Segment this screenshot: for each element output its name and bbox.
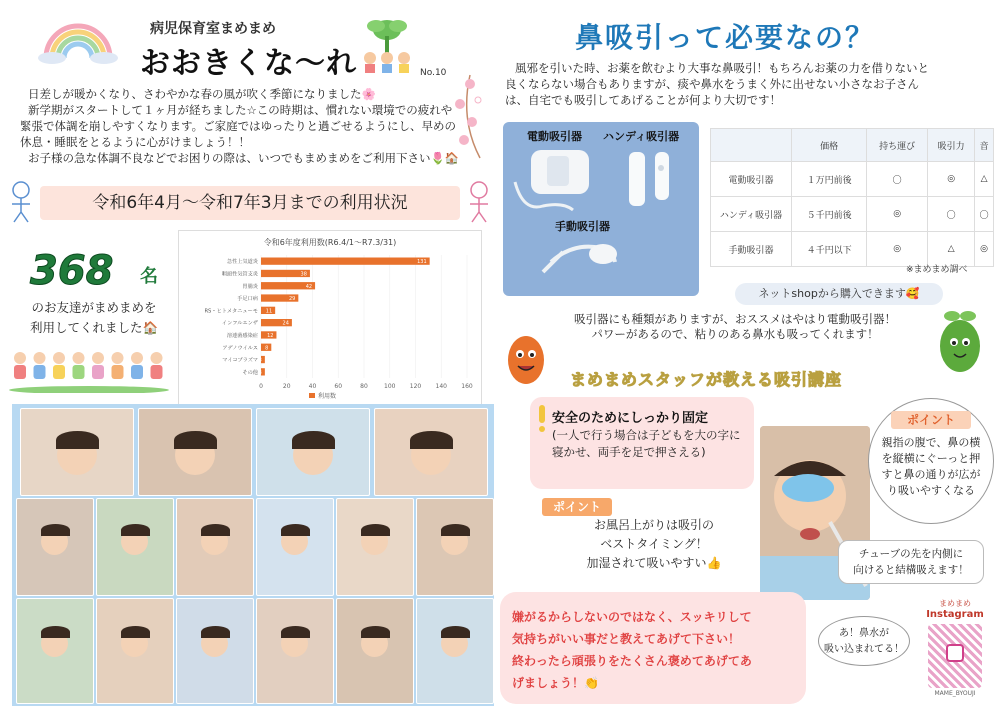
kid-head: [151, 352, 163, 364]
nasal-suction-title: 鼻吸引って必要なの？: [575, 21, 876, 54]
kid-head: [131, 352, 143, 364]
bean-mascot-green: [930, 306, 990, 376]
category-label: 咽頭性気管支炎: [221, 271, 258, 278]
bath-timing-text: [554, 516, 754, 573]
photo-collage: [12, 404, 494, 706]
child-hair: [361, 524, 390, 536]
table-cell: 〇: [867, 162, 928, 197]
legend-swatch: [309, 393, 315, 398]
tube-line: チューブの先を内側に: [858, 548, 964, 560]
ah-line: 吸い込まれてる！: [824, 644, 904, 655]
electric-device-label: 電動吸引器: [527, 130, 582, 143]
net-shop-note: ネットshopから購入できます🥰: [735, 283, 943, 305]
x-tick-label: 80: [360, 383, 368, 390]
data-label: 38: [300, 271, 307, 278]
usage-count: 368: [30, 248, 114, 294]
kid-body: [112, 365, 124, 379]
table-header-cell: 吸引力: [928, 129, 975, 162]
table-cell: ◎: [867, 232, 928, 267]
point-bubble: [868, 398, 994, 524]
usage-chart: [178, 230, 482, 408]
usage-period-banner: 令和6年4月～令和7年3月までの利用状況: [40, 186, 460, 220]
instagram-account-name: まめまめ: [939, 599, 971, 608]
newsletter-title: おおきくな～れ: [140, 46, 357, 81]
child-photo: [176, 598, 254, 704]
instagram-id: MAME_BYOUJI: [934, 690, 976, 697]
child-photo: [416, 598, 494, 704]
table-cell: ４千円以下: [792, 232, 867, 267]
bath-line: 加湿されて吸いやすい👍: [586, 556, 722, 570]
data-label: 131: [417, 259, 427, 266]
x-tick-label: 120: [409, 383, 422, 390]
table-cell: 電動吸引器: [711, 162, 792, 197]
x-tick-label: 60: [334, 383, 343, 390]
child-photo: [256, 408, 370, 496]
child-photo: [96, 498, 174, 596]
recommendation-text: [540, 312, 930, 342]
kid-body: [151, 365, 163, 379]
x-tick-label: 140: [435, 383, 447, 390]
table-header-cell: 持ち運び: [867, 129, 928, 162]
lecture-title: まめまめスタッフが教える吸引講座: [570, 370, 843, 389]
table-cell: ５千円前後: [792, 197, 867, 232]
table-row: [711, 197, 994, 232]
safety-box: [530, 397, 754, 489]
nasal-suction-intro: [505, 60, 975, 108]
child-photo: [138, 408, 252, 496]
child-hair: [361, 626, 390, 638]
kid-head: [73, 352, 85, 364]
speech-bubble-nose: [818, 616, 910, 666]
instagram-logo-icon: [946, 644, 964, 662]
intro-line: 緊張で体調を崩しやすくなります。ご家庭ではゆったりと過ごせるようにし、早めの: [20, 119, 456, 133]
table-note: ※まめまめ調べ: [906, 265, 968, 275]
usage-count-unit: 名: [140, 266, 158, 287]
child-hair: [41, 626, 70, 638]
kid-head: [14, 352, 26, 364]
category-label: アデノウイルス: [222, 345, 258, 352]
recommend-line: 吸引器にも種類がありますが、おススメはやはり電動吸引器！: [574, 312, 896, 326]
child-hair: [441, 626, 470, 638]
kid-head: [34, 352, 46, 364]
intro-line: は、自宅でも吸引してあげることが何より大切です！: [505, 93, 781, 107]
child-photo: [416, 498, 494, 596]
point-tag: ポイント: [542, 498, 612, 516]
usage-caption-line1: のお友達がまめまめを: [31, 300, 157, 315]
x-tick-label: 160: [461, 383, 473, 390]
encouragement-line: 気持ちがいい事だと教えてあげて下さい！: [512, 632, 741, 646]
bar: [261, 258, 430, 265]
suction-devices-panel: [503, 122, 699, 296]
kid-body: [53, 365, 65, 379]
category-label: 手足口病: [237, 296, 258, 303]
child-hair: [410, 431, 453, 449]
x-tick-label: 100: [384, 383, 396, 390]
child-photo: [16, 498, 94, 596]
tube-tip-note: [838, 540, 984, 584]
table-header-cell: 音: [975, 129, 994, 162]
x-tick-label: 20: [282, 383, 291, 390]
suction-devices-illustration: [503, 122, 699, 296]
data-label: 11: [265, 308, 273, 315]
table-row: [711, 162, 994, 197]
data-label: 3: [258, 369, 262, 376]
category-label: マイコプラズマ: [222, 357, 258, 364]
encouragement-box: [500, 592, 806, 704]
data-label: 24: [282, 320, 289, 327]
kid-body: [92, 365, 104, 379]
category-label: その他: [242, 369, 258, 376]
safety-title: 安全のためにしっかり固定: [552, 411, 709, 426]
table-cell: △: [928, 232, 975, 267]
category-label: 溶連菌感染症: [226, 332, 258, 339]
child-hair: [201, 626, 230, 638]
child-hair: [281, 626, 310, 638]
child-hair: [56, 431, 99, 449]
instagram-label: Instagram: [926, 609, 984, 620]
encouragement-text: [512, 606, 802, 694]
child-hair: [201, 524, 230, 536]
table-cell: △: [975, 162, 994, 197]
kid-body: [131, 365, 143, 379]
encouragement-line: 終わったら頑張りをたくさん褒めてあげてあ: [512, 654, 752, 668]
chart-title: 令和6年度利用数(R6.4/1～R7.3/31): [263, 238, 397, 247]
device-comparison-table: [710, 128, 994, 267]
handy-device-label: ハンディ吸引器: [603, 130, 680, 143]
safety-text: (一人で行う場合は子どもを大の字に寝かせ、両手を足で押さえる): [552, 428, 741, 459]
data-label: 8: [265, 345, 269, 352]
intro-line: 風邪を引いた時、お薬を飲むより大事な鼻吸引！もちろんお薬の力を借りないと: [515, 61, 929, 75]
table-cell: ◎: [975, 232, 994, 267]
data-label: 3: [258, 357, 262, 364]
child-photo: [96, 598, 174, 704]
instagram-qr-block[interactable]: [920, 596, 990, 702]
x-tick-label: 0: [259, 383, 263, 390]
ah-line: あ！鼻水が: [839, 628, 889, 639]
tube-line: 向けると結構吸えます！: [853, 564, 969, 576]
intro-line: お子様の急な体調不良などでお困りの際は、いつでもまめまめをご利用下さい🌷🏠: [28, 151, 460, 165]
category-label: 急性上気道炎: [226, 259, 258, 266]
child-photo: [16, 598, 94, 704]
child-hair: [121, 626, 150, 638]
category-label: RS・ヒトメタニューモ: [204, 308, 258, 315]
manual-device-label: 手動吸引器: [555, 220, 610, 233]
bath-line: お風呂上がりは吸引の: [593, 518, 714, 532]
child-hair: [292, 431, 335, 449]
kid-head: [53, 352, 65, 364]
child-hair: [441, 524, 470, 536]
point-tag: ポイント: [891, 411, 971, 429]
child-photo: [374, 408, 488, 496]
x-tick-label: 40: [308, 383, 317, 390]
bean-mascot-orange: [498, 330, 554, 392]
child-photo: [256, 498, 334, 596]
child-hair: [174, 431, 217, 449]
table-cell: １万円前後: [792, 162, 867, 197]
child-photo: [336, 498, 414, 596]
intro-line: 日差しが暖かくなり、さわやかな春の風が吹く季節になりました🌸: [28, 87, 376, 101]
kid-body: [73, 365, 85, 379]
table-cell: 手動吸引器: [711, 232, 792, 267]
child-drawing-icon: [462, 180, 496, 224]
kid-head: [112, 352, 124, 364]
table-cell: ハンディ吸引器: [711, 197, 792, 232]
kid-body: [34, 365, 46, 379]
recommend-line: パワーがあるので、粘りのある鼻水も吸ってくれます！: [591, 327, 879, 341]
children-holding-hands-illustration: [8, 348, 170, 393]
encouragement-line: 嫌がるからしないのではなく、スッキリして: [512, 610, 752, 624]
category-label: インフルエンザ: [221, 320, 258, 327]
intro-line: 良くならない場合もありますが、痰や鼻水をうまく外に出せない小さなお子さん: [505, 77, 919, 91]
exclamation-icon: [536, 405, 548, 433]
qr-code-icon[interactable]: [928, 624, 982, 688]
data-label: 12: [267, 332, 274, 339]
encouragement-line: げましょう！👏: [512, 676, 599, 690]
table-header-cell: [711, 129, 792, 162]
point-bubble-text: 親指の腹で、鼻の横を縦横にぐーっと押すと鼻の通りが広がり吸いやすくなる: [881, 436, 981, 497]
child-photo: [336, 598, 414, 704]
child-hair: [41, 524, 70, 536]
bath-line: ベストタイミング！: [600, 537, 708, 551]
chart-canvas: [179, 231, 481, 407]
rainbow-illustration: [38, 18, 118, 64]
table-cell: 〇: [928, 197, 975, 232]
kid-head: [92, 352, 104, 364]
newsletter-subtitle: 病児保育室まめまめ: [150, 21, 276, 37]
table-header-row: [711, 129, 994, 162]
kid-body: [14, 365, 26, 379]
child-hair: [121, 524, 150, 536]
legend-label: 利用数: [318, 393, 337, 400]
child-photo: [176, 498, 254, 596]
usage-caption-line2: 利用してくれました🏠: [29, 320, 159, 335]
kids-sprout-illustration: [356, 12, 418, 74]
intro-line: 休息・睡眠をとるように心がけましょう！！: [20, 135, 250, 149]
category-label: 胃腸炎: [242, 283, 258, 290]
data-label: 29: [288, 296, 296, 303]
data-label: 42: [305, 283, 313, 290]
intro-text: [20, 86, 490, 166]
child-hair: [281, 524, 310, 536]
child-photo: [20, 408, 134, 496]
child-photo: [256, 598, 334, 704]
issue-number: No.10: [420, 68, 447, 78]
intro-line: 新学期がスタートして１ヶ月が経ちました☆この時期は、慣れない環境での疲れや: [28, 103, 453, 117]
table-cell: ◎: [867, 197, 928, 232]
table-cell: ◎: [928, 162, 975, 197]
child-drawing-icon: [4, 180, 38, 224]
table-header-cell: 価格: [792, 129, 867, 162]
table-cell: 〇: [975, 197, 994, 232]
